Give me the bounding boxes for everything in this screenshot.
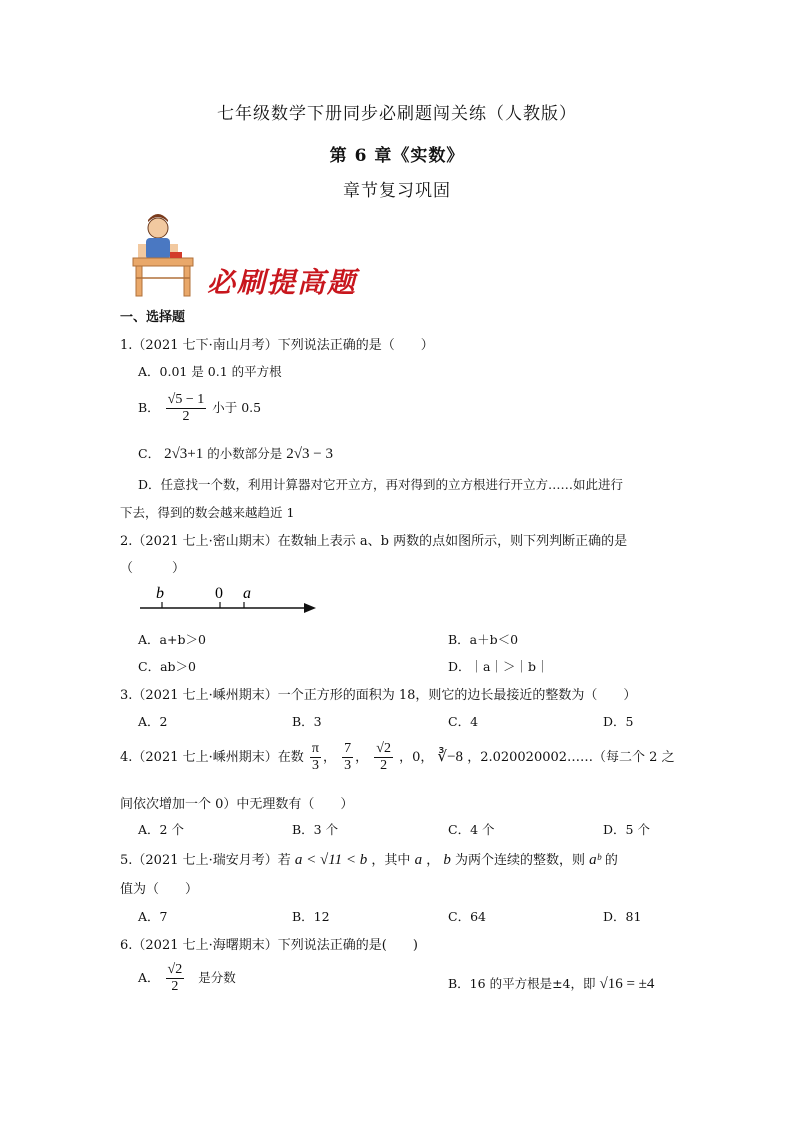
q5-option-a: A．7 [138, 909, 168, 924]
q6-a-numerator: √2 [167, 962, 183, 977]
q5-comma: ， [426, 853, 440, 868]
q6-option-b [448, 974, 654, 993]
q6-a-fraction [166, 962, 185, 995]
q5-var-a: a [414, 852, 423, 868]
student-desk-icon [128, 208, 208, 302]
q1-option-b [138, 392, 261, 425]
q5-inequality: a < √11 < b [294, 852, 368, 868]
question-6-stem: 6.（2021 七上·海曙期末）下列说法正确的是( ) [120, 938, 418, 953]
q1-c-label: C． [138, 446, 161, 461]
q1-b-numerator: √5 − 1 [167, 392, 205, 407]
q4-option-a: A．2 个 [138, 822, 184, 837]
q2-option-a: A．a+b＞0 [138, 632, 206, 647]
q5-var-b: b [443, 852, 451, 868]
q5-tail: 的 [604, 853, 618, 868]
q1-c-text: 的小数部分是 [207, 446, 283, 461]
q4-zero: ，0， [399, 750, 434, 765]
q2-option-d: D．｜a｜＞｜b｜ [448, 659, 549, 674]
q5-option-c: C．64 [448, 909, 486, 924]
number-line [138, 580, 318, 620]
q1-b-denominator: 2 [182, 409, 190, 424]
q4-fraction-seven [342, 741, 353, 774]
q5-power: aᵇ [589, 852, 601, 868]
question-4-stem-line2: 间依次增加一个 0）中无理数有（ ） [120, 797, 354, 812]
question-5-stem-line2: 值为（ ） [120, 882, 199, 897]
q5-prefix: 5.（2021 七上·瑞安月考）若 [120, 853, 291, 868]
label-b: b [156, 585, 164, 602]
section-heading: 一、选择题 [120, 310, 186, 325]
q4-suffix: ，2.020020002……（每二个 2 之 [467, 750, 675, 765]
q5-option-d: D．81 [603, 909, 642, 924]
q6-a-text: 是分数 [198, 970, 236, 985]
q1-option-d-line2: 下去，得到的数会越来越趋近 1 [120, 505, 295, 520]
q3-option-b: B．3 [292, 714, 322, 729]
q4-fraction-root2 [374, 741, 393, 774]
question-2-stem-line2: （ ） [120, 561, 186, 576]
q1-b-fraction [166, 392, 207, 425]
q4-option-c: C．4 个 [448, 822, 495, 837]
q5-suffix: 为两个连续的整数，则 [455, 853, 586, 868]
q3-option-d: D．5 [603, 714, 634, 729]
question-3-stem: 3.（2021 七上·嵊州期末）一个正方形的面积为 18，则它的边长最接近的整数为（ ） [120, 688, 637, 703]
q1-c-expr2: 2√3 − 3 [286, 446, 333, 462]
q5-option-b: B．12 [292, 909, 330, 924]
q4-f3-num: √2 [376, 741, 391, 756]
q4-option-d: D．5 个 [603, 822, 650, 837]
q3-option-a: A．2 [138, 714, 168, 729]
q4-f2-den: 3 [344, 758, 352, 773]
q6-a-denominator: 2 [171, 979, 179, 994]
q4-cube-root: ∛−8 [437, 749, 464, 765]
q4-f3-den: 2 [380, 758, 388, 773]
page-title: 七年级数学下册同步必刷题闯关练（人教版） [217, 104, 577, 124]
q1-b-label: B． [138, 400, 160, 415]
q3-option-c: C．4 [448, 714, 479, 729]
q1-c-expr1: 2√3+1 [164, 446, 204, 462]
chapter-title: 第 6 章《实数》 [329, 146, 465, 166]
q2-option-c: C．ab＞0 [138, 659, 196, 674]
q6-option-a [138, 962, 236, 995]
q4-f1-num: π [311, 741, 319, 756]
q1-b-text: 小于 0.5 [212, 400, 262, 415]
q5-mid: ，其中 [371, 853, 411, 868]
q4-fraction-pi [310, 741, 321, 774]
q1-option-d-line1: D．任意找一个数，利用计算器对它开立方，再对得到的立方根进行开立方……如此进行 [138, 477, 624, 492]
label-zero: 0 [215, 585, 223, 602]
question-5-stem [120, 849, 618, 869]
label-a: a [243, 585, 251, 602]
q4-prefix: 4.（2021 七上·嵊州期末）在数 [120, 750, 304, 765]
q6-b-text: B．16 的平方根是±4，即 [448, 976, 596, 991]
q6-a-label: A． [138, 970, 160, 985]
q2-option-b: B．a＋b＜0 [448, 632, 519, 647]
q1-option-a: A．0.01 是 0.1 的平方根 [138, 364, 282, 379]
number-line-arrow [304, 603, 316, 613]
question-4-stem: 4.（2021 七上·嵊州期末）在数 $\frac{\pi}{3}$ ， $\frac{7}{3}$ ， $\frac{√2}{2}$ ，0， ∛−8 ，2.020020002……（每二个 2 之 [120, 741, 675, 773]
q6-b-expr: √16 = ±4 [599, 976, 655, 992]
q4-f2-num: 7 [344, 741, 352, 756]
question-2-stem: 2.（2021 七上·密山期末）在数轴上表示 a、b 两数的点如图所示，则下列判断正确的是 [120, 534, 628, 549]
q4-option-b: B．3 个 [292, 822, 339, 837]
q4-f1-den: 3 [311, 758, 319, 773]
section-title: 章节复习巩固 [343, 181, 451, 201]
question-1-stem: 1.（2021 七下·南山月考）下列说法正确的是（ ） [120, 338, 434, 353]
banner-title: 必刷提高题 [207, 266, 358, 299]
q1-option-c [138, 444, 333, 463]
